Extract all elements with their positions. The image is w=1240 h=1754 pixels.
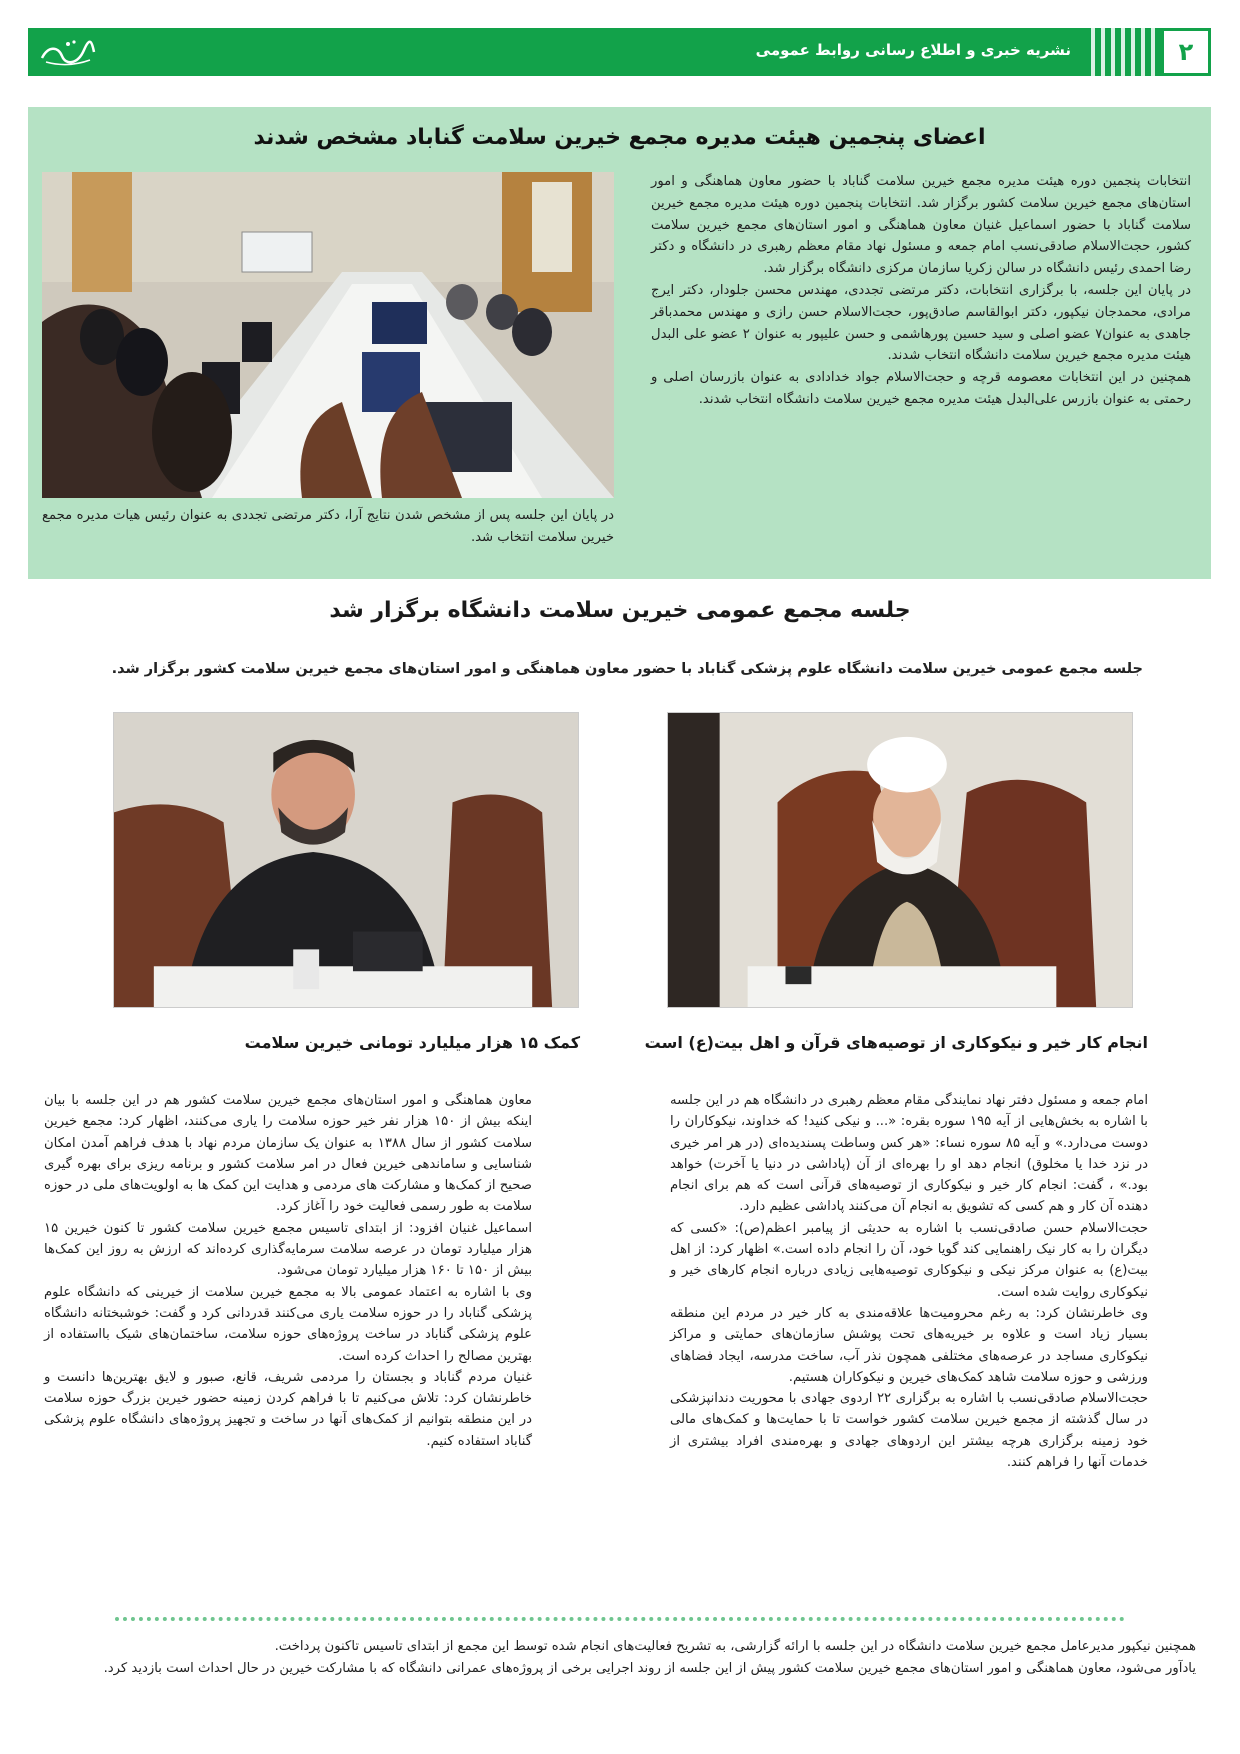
donation-amount-subtitle: کمک ۱۵ هزار میلیارد تومانی خیرین سلامت [244, 1033, 580, 1052]
article-paragraph: انتخابات پنجمین دوره هیئت مدیره مجمع خیرین سلامت گناباد با حضور معاون هماهنگی و امور استان‌های مجمع خیرین سلامت کشور برگزار شد. انتخابات پنجمین دوره هیئت مدیره مجمع خیرین سلامت گناباد با حضور اسماعیل غنیان معاون هماهنگی و امور استان‌های مجمع خیرین سلامت کشور، حجت‌الاسلام صادقی‌نسب امام جمعه و مسئول نهاد مقام معظم رهبری در دانشگاه و دکتر رضا احمدی رئیس دانشگاه در سالن زکریا سازمان مرکزی دانشگاه برگزار شد. [651, 174, 1191, 277]
page-number-box [1161, 28, 1211, 76]
board-election-article [28, 107, 1211, 579]
assembly-article-lead: جلسه مجمع عمومی خیرین سلامت دانشگاه علوم پزشکی گناباد با حضور معاون هماهنگی و امور استان‌های مجمع خیرین سلامت کشور برگزار شد. [111, 661, 1143, 677]
photo-caption: در پایان این جلسه پس از مشخص شدن نتایج آرا، دکتر مرتضی تجددی به عنوان رئیس هیات مدیره مجمع خیرین سلامت انتخاب شد. [42, 508, 614, 545]
page-number: ۲ [1178, 38, 1194, 66]
article-paragraph: همچنین در این انتخابات معصومه قرچه و حجت‌الاسلام جواد خدادادی به عنوان بازرسان اصلی و رحمتی به عنوان بازرس علی‌البدل هیئت مدیره مجمع خیرین سلامت دانشگاه انتخاب شدند. [651, 370, 1191, 407]
left-column-body [44, 1090, 532, 1452]
closing-paragraphs [44, 1636, 1196, 1679]
article-paragraph: اسماعیل غنیان افزود: از ابتدای تاسیس مجمع خیرین سلامت کشور تا کنون خیرین ۱۵ هزار میلیارد تومان در عرصه سلامت سرمایه‌گذاری کرده‌اند که ارزش به روز این کمک‌ها بیش از ۱۵۰ تا ۱۶۰ هزار میلیارد تومان می‌شود. [44, 1220, 532, 1279]
article-paragraph: حجت‌الاسلام حسن صادقی‌نسب با اشاره به حدیثی از پیامبر اعظم(ص): «کسی که دیگران را به کار نیک راهنمایی کند گویا خود، آن را انجام داده است.» اظهار کرد: از اهل بیت(ع) به عنوان مرکز نیکی و نیکوکاری توصیه‌هایی زیادی درباره انجام کارهای خیر و نیکوکاری روایت شده است. [670, 1220, 1148, 1300]
article-paragraph: در پایان این جلسه، با برگزاری انتخابات، دکتر مرتضی تجددی، مهندس محسن جلودار، دکتر ایرج مرادی، محمدجان نیکپور، دکتر ابوالقاسم صادق‌پور، حجت‌الاسلام حسن رازی و مهندس محمدباقر جاهدی به عنوان۷ عضو اصلی و سید حسین پورهاشمی و حسن علیپور به عنوان ۲ عضو علی البدل هیئت مدیره مجمع خیرین سلامت دانشگاه انتخاب شدند. [651, 282, 1191, 364]
page-header [28, 28, 1211, 76]
article-paragraph: وی خاطرنشان کرد: به رغم محرومیت‌ها علاقه‌مندی به کار خیر در مردم این منطقه بسیار زیاد است و علاوه بر خیریه‌های تحت پوشش سازمان‌های حمایتی و مراکز نیکوکاری مساجد در عرصه‌های مختلفی همچون نذر آب، ساخت مدرسه، ایجاد فضاهای ورزشی و حوزه سلامت شاهد کمک‌های خیرین و نیکوکاران هستیم. [670, 1305, 1148, 1385]
newsletter-title: نشریه خبری و اطلاع رسانی روابط عمومی [755, 41, 1071, 59]
article-paragraph: معاون هماهنگی و امور استان‌های مجمع خیرین سلامت کشور هم در این جلسه با بیان اینکه بیش از ۱۵۰ هزار نفر خیر حوزه سلامت را یاری می‌کنند، اظهار کرد: مجمع خیرین سلامت کشور از سال ۱۳۸۸ به عنوان یک سازمان مردم نهاد با هدف فراهم آمدن امکان شناسایی و ساماندهی خیرین فعال در امر سلامت کشور و برنامه ریزی برای بهره گیری صحیح از کمک‌ها و مشارکت های مردمی و هدایت این کمک ها به اولویت‌های ملی در حوزه سلامت به طور رسمی فعالیت خود را آغاز کرد. [44, 1093, 532, 1215]
article-paragraph: حجت‌الاسلام صادقی‌نسب با اشاره به برگزاری ۲۲ اردوی جهادی با محوریت دندانپزشکی در سال گذشته از مجمع خیرین سلامت کشور خواست تا با حمایت‌ها و کمک‌های مالی خود زمینه برگزاری هرچه بیشتر این اردوهای جهادی و بهره‌مندی افراد بیشتری از خدمات آنها را فراهم کنند. [670, 1391, 1148, 1471]
article-title: اعضای پنجمین هیئت مدیره مجمع خیرین سلامت گناباد مشخص شدند [253, 125, 986, 150]
article-paragraph: غنیان مردم گناباد و بجستان را مردمی شریف، قانع، صبور و لایق بهترین‌ها دانست و خاطرنشان کرد: تلاش می‌کنیم تا با فراهم کردن زمینه حضور خیرین بزرگ حوزه سلامت در این منطقه بتوانیم از کمک‌های آنها در ساخت و تجهیز پروژه‌های دانشگاه علوم پزشکی گناباد استفاده کنیم. [44, 1369, 532, 1449]
article-paragraph: امام جمعه و مسئول دفتر نهاد نمایندگی مقام معظم رهبری در دانشگاه هم در این جلسه با اشاره به بخش‌هایی از آیه ۱۹۵ سوره بقره: «... و نیکی کنید! که خداوند، نیکوکاران را دوست می‌دارد.» و آیه ۸۵ سوره نساء: «هر کس وساطت پسندیده‌ای (در هر امر خیری در نزد خدا یا مخلوق) انجام دهد او را بهره‌ای از آن (پاداشی در دنیا یا آخرت) خواهد بود.» ، گفت: انجام کار خیر و نیکوکاری از توصیه‌های قرآنی است که هم برای انجام دهنده آن کار و هم کسی که تشویق به انجام آن می‌کنند پاداشی عظیم دارد. [670, 1093, 1149, 1215]
newsletter-logo [38, 36, 98, 68]
meeting-room-photo [42, 172, 614, 498]
article-paragraph: همچنین نیکپور مدیرعامل مجمع خیرین سلامت دانشگاه در این جلسه با ارائه گزارشی، به تشریح فعالیت‌های انجام شده توسط این مجمع از ابتدای تاسیس تاکنون پرداخت. [274, 1639, 1196, 1654]
right-column-body [670, 1090, 1148, 1473]
header-stripes [1091, 28, 1155, 76]
article-paragraph: وی با اشاره به اعتماد عمومی بالا به مجمع خیرین سلامت از خیرینی که دانشگاه علوم پزشکی گناباد را در حوزه سلامت یاری می‌کنند قدردانی کرد و گفت: خوشبختانه دانشگاه علوم پزشکی گناباد در ساخت پروژه‌های حوزه سلامت، ساختمان‌های شیک بااستفاده از بهترین مصالح را احداث کرده است. [44, 1284, 532, 1364]
article-paragraph: یادآور می‌شود، معاون هماهنگی و امور استان‌های مجمع خیرین سلامت کشور پیش از این جلسه از روند اجرایی برخی از پروژه‌های عمرانی دانشگاه که با مشارکت خیرین در حال احداث است بازدید کرد. [103, 1660, 1196, 1676]
assembly-article-title: جلسه مجمع عمومی خیرین سلامت دانشگاه برگزار شد [329, 598, 911, 623]
quran-charity-subtitle: انجام کار خیر و نیکوکاری از توصیه‌های قرآن و اهل بیت(ع) است [644, 1033, 1148, 1052]
deputy-speaker-photo [113, 712, 579, 1008]
dotted-divider [115, 1617, 1125, 1621]
cleric-speaker-photo [667, 712, 1133, 1008]
article-body [651, 171, 1191, 411]
